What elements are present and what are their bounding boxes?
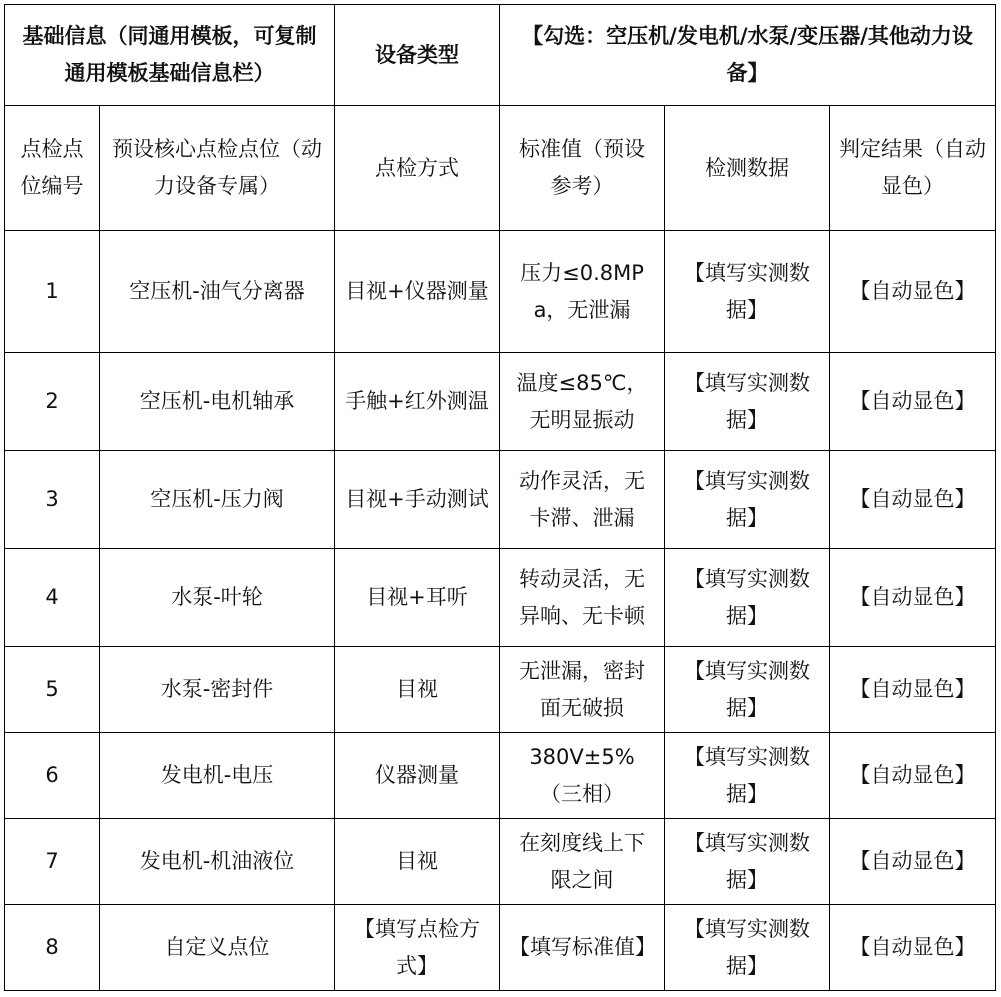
standard-cell: 转动灵活，无异响、无卡顿 [500,549,665,647]
standard-cell: 无泄漏，密封面无破损 [500,647,665,733]
point-cell: 空压机-压力阀 [100,451,335,549]
point-cell: 发电机-机油液位 [100,819,335,905]
point-no-cell: 1 [5,231,100,353]
standard-cell: 在刻度线上下限之间 [500,819,665,905]
col-header-result: 判定结果（自动显色） [830,106,996,231]
col-header-point-no: 点检点位编号 [5,106,100,231]
table-row [5,353,996,451]
table-row [5,451,996,549]
table-row [5,549,996,647]
table-row [5,819,996,905]
col-header-data: 检测数据 [665,106,830,231]
result-cell: 【自动显色】 [830,647,996,733]
result-cell: 【自动显色】 [830,819,996,905]
equipment-options-cell: 【勾选：空压机/发电机/水泵/变压器/其他动力设备】 [500,5,996,106]
method-cell[interactable]: 【填写点检方式】 [335,905,500,991]
standard-cell: 压力≤0.8MPa，无泄漏 [500,231,665,353]
point-no-cell: 4 [5,549,100,647]
point-no-cell: 8 [5,905,100,991]
data-entry-cell[interactable]: 【填写实测数据】 [665,231,830,353]
data-entry-cell[interactable]: 【填写实测数据】 [665,819,830,905]
standard-cell: 380V±5%（三相） [500,733,665,819]
column-header-row [5,106,996,231]
point-cell: 空压机-油气分离器 [100,231,335,353]
header-row [5,5,996,106]
point-no-cell: 5 [5,647,100,733]
result-cell: 【自动显色】 [830,231,996,353]
method-cell: 目视 [335,647,500,733]
point-cell: 水泵-密封件 [100,647,335,733]
standard-cell[interactable]: 【填写标准值】 [500,905,665,991]
table-row [5,733,996,819]
method-cell: 目视 [335,819,500,905]
result-cell: 【自动显色】 [830,353,996,451]
data-entry-cell[interactable]: 【填写实测数据】 [665,905,830,991]
col-header-method: 点检方式 [335,106,500,231]
point-cell: 发电机-电压 [100,733,335,819]
data-entry-cell[interactable]: 【填写实测数据】 [665,451,830,549]
table-row [5,647,996,733]
point-cell: 水泵-叶轮 [100,549,335,647]
inspection-table [4,4,996,991]
result-cell: 【自动显色】 [830,733,996,819]
method-cell: 仪器测量 [335,733,500,819]
method-cell: 目视+耳听 [335,549,500,647]
table-row [5,905,996,991]
point-cell: 空压机-电机轴承 [100,353,335,451]
point-no-cell: 7 [5,819,100,905]
col-header-point: 预设核心点检点位（动力设备专属） [100,106,335,231]
point-cell: 自定义点位 [100,905,335,991]
standard-cell: 动作灵活，无卡滞、泄漏 [500,451,665,549]
result-cell: 【自动显色】 [830,451,996,549]
point-no-cell: 6 [5,733,100,819]
data-entry-cell[interactable]: 【填写实测数据】 [665,549,830,647]
method-cell: 手触+红外测温 [335,353,500,451]
data-entry-cell[interactable]: 【填写实测数据】 [665,733,830,819]
method-cell: 目视+仪器测量 [335,231,500,353]
point-no-cell: 3 [5,451,100,549]
col-header-standard: 标准值（预设参考） [500,106,665,231]
standard-cell: 温度≤85℃，无明显振动 [500,353,665,451]
point-no-cell: 2 [5,353,100,451]
table-row [5,231,996,353]
equipment-type-label: 设备类型 [335,5,500,106]
data-entry-cell[interactable]: 【填写实测数据】 [665,647,830,733]
result-cell: 【自动显色】 [830,905,996,991]
method-cell: 目视+手动测试 [335,451,500,549]
basic-info-cell: 基础信息（同通用模板，可复制通用模板基础信息栏） [5,5,335,106]
result-cell: 【自动显色】 [830,549,996,647]
data-entry-cell[interactable]: 【填写实测数据】 [665,353,830,451]
